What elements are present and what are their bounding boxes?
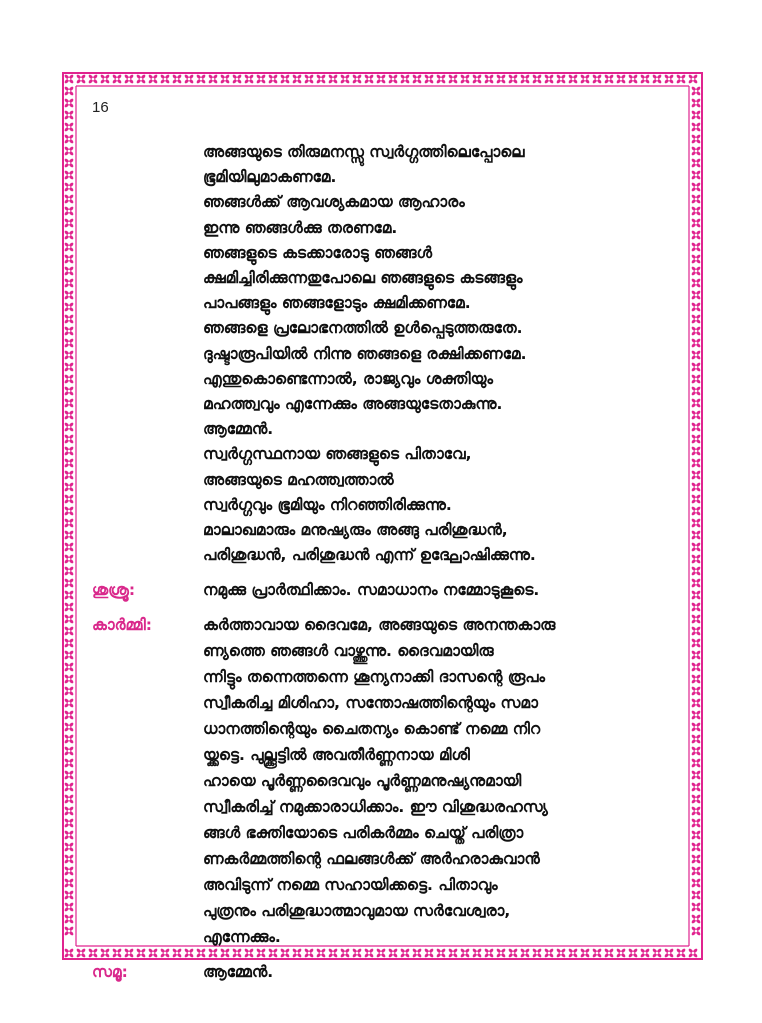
speech-line: യ്ക്കട്ടെ. പുല്ക്കൂട്ടിൽ അവതീർണ്ണനായ മിശി [203, 746, 470, 765]
flower-motif [691, 230, 701, 240]
flower-motif [691, 194, 701, 204]
flower-motif [64, 614, 74, 624]
flower-motif [691, 914, 701, 924]
flower-motif [64, 590, 74, 600]
flower-motif [64, 734, 74, 744]
flower-motif [604, 74, 614, 84]
flower-motif [64, 782, 74, 792]
flower-motif [196, 74, 206, 84]
prayer-line: സ്വർഗ്ഗവും ഭൂമിയും നിറഞ്ഞിരിക്കുന്നു. [203, 495, 452, 514]
page-number: 16 [92, 99, 109, 116]
speech-line: ധാനത്തിന്റെയും ചൈതന്യം കൊണ്ട് നമ്മെ നിറ [203, 720, 541, 739]
flower-motif [691, 122, 701, 132]
flower-motif [64, 494, 74, 504]
flower-motif [691, 518, 701, 528]
flower-motif [691, 890, 701, 900]
flower-motif [691, 722, 701, 732]
flower-motif [64, 806, 74, 816]
prayer-line: ഇന്നു ഞങ്ങൾക്കു തരണമേ. [203, 218, 398, 237]
speech-line: ഹായെ പൂർണ്ണദൈവവും പൂർണ്ണമനുഷ്യനുമായി [203, 772, 522, 791]
prayer-line: മഹത്ത്വവും എന്നേക്കും അങ്ങയുടേതാകുന്നു. [203, 395, 503, 414]
flower-motif [64, 410, 74, 420]
flower-motif [232, 74, 242, 84]
flower-motif [691, 458, 701, 468]
flower-motif [280, 74, 290, 84]
flower-motif [64, 446, 74, 456]
flower-motif [64, 194, 74, 204]
flower-motif [64, 794, 74, 804]
flower-motif [691, 674, 701, 684]
speech-line: അവിടുന്ന് നമ്മെ സഹായിക്കട്ടെ. പിതാവും [203, 876, 498, 895]
dialogue-deacon [92, 577, 682, 603]
flower-motif [64, 482, 74, 492]
flower-motif [691, 614, 701, 624]
flower-motif [691, 686, 701, 696]
flower-motif [376, 74, 386, 84]
flower-motif [208, 74, 218, 84]
speech-text [203, 577, 682, 603]
flower-motif [496, 74, 506, 84]
flower-motif [64, 650, 74, 660]
flower-motif [691, 110, 701, 120]
flower-motif [691, 446, 701, 456]
flower-motif [691, 662, 701, 672]
flower-motif [64, 86, 74, 96]
prayer-line: പരിശുദ്ധൻ, പരിശുദ്ധൻ എന്ന് ഉദ്ഘോഷിക്കുന്നു. [203, 546, 536, 565]
flower-motif [412, 74, 422, 84]
flower-motif [691, 290, 701, 300]
flower-motif [652, 74, 662, 84]
speech-line: പുത്രനും പരിശുദ്ധാത്മാവുമായ സർവേശ്വരാ, [203, 902, 511, 921]
flower-motif [76, 948, 86, 958]
flower-motif [316, 74, 326, 84]
speech-text [203, 612, 682, 950]
flower-motif [691, 338, 701, 348]
flower-motif [691, 782, 701, 792]
speech-line: എന്നേക്കും. [203, 928, 281, 947]
flower-motif [64, 326, 74, 336]
flower-motif [691, 758, 701, 768]
flower-motif [64, 842, 74, 852]
flower-motif [691, 482, 701, 492]
flower-motif [64, 98, 74, 108]
flower-motif [64, 818, 74, 828]
flower-motif [691, 842, 701, 852]
flower-motif [691, 182, 701, 192]
speech-line: ണകർമ്മത്തിന്റെ ഫലങ്ങൾക്ക് അർഹരാകുവാൻ [203, 850, 540, 869]
flower-motif [64, 890, 74, 900]
flower-motif [268, 74, 278, 84]
flower-motif [691, 158, 701, 168]
flower-motif [64, 362, 74, 372]
flower-motif [691, 818, 701, 828]
flower-motif [688, 948, 698, 958]
flower-motif [484, 74, 494, 84]
speech-line: സ്വീകരിച്ച് നമുക്കാരാധിക്കാം. ഈ വിശുദ്ധരഹസ്യ [203, 798, 548, 817]
flower-motif [691, 326, 701, 336]
speech-line: ന്നിട്ടും തന്നെത്തന്നെ ശൂന്യനാക്കി ദാസന്റെ രൂപം [203, 668, 546, 687]
flower-motif [184, 74, 194, 84]
flower-motif [691, 878, 701, 888]
prayer-line: ക്ഷമിച്ചിരിക്കുന്നതുപോലെ ഞങ്ങളുടെ കടങ്ങളും [203, 269, 523, 288]
flower-motif [691, 374, 701, 384]
flower-motif [64, 746, 74, 756]
prayer-line: ദുഷ്ടാരൂപിയിൽ നിന്നു ഞങ്ങളെ രക്ഷിക്കണമേ. [203, 344, 527, 363]
flower-motif [400, 74, 410, 84]
flower-motif [556, 74, 566, 84]
flower-motif [691, 494, 701, 504]
flower-motif [64, 458, 74, 468]
flower-motif [64, 698, 74, 708]
flower-motif [691, 86, 701, 96]
flower-motif [64, 710, 74, 720]
flower-motif [691, 578, 701, 588]
flower-motif [64, 110, 74, 120]
speech-line: ങ്ങൾ ഭക്തിയോടെ പരികർമ്മം ചെയ്ത് പരിത്രാ [203, 824, 524, 843]
flower-motif [64, 350, 74, 360]
flower-motif [448, 74, 458, 84]
flower-motif [64, 578, 74, 588]
flower-motif [688, 74, 698, 84]
speaker-label: സമൂ: [92, 963, 128, 982]
prayer-line: അങ്ങയുടെ മഹത്ത്വത്താൽ [203, 470, 394, 489]
flower-motif [64, 290, 74, 300]
flower-motif [64, 914, 74, 924]
flower-motif [340, 74, 350, 84]
flower-motif [64, 170, 74, 180]
flower-motif [691, 830, 701, 840]
flower-motif [64, 758, 74, 768]
speech-line: നമുക്കു പ്രാർത്ഥിക്കാം. സമാധാനം നമ്മോടുകൂടെ. [203, 581, 540, 600]
flower-motif [691, 266, 701, 276]
flower-motif [691, 746, 701, 756]
speech-line: ആമ്മേൻ. [203, 963, 274, 982]
flower-motif [520, 74, 530, 84]
dialogue-celebrant [92, 612, 682, 950]
flower-motif [691, 350, 701, 360]
flower-motif [172, 74, 182, 84]
prayer-line: ഭൂമിയിലുമാകണമേ. [203, 168, 337, 187]
flower-motif [691, 554, 701, 564]
flower-motif [64, 566, 74, 576]
flower-motif [64, 218, 74, 228]
flower-motif [544, 74, 554, 84]
flower-motif [691, 626, 701, 636]
speech-text [203, 959, 682, 985]
flower-motif [64, 686, 74, 696]
flower-motif [691, 902, 701, 912]
flower-motif [616, 74, 626, 84]
flower-motif [124, 74, 134, 84]
flower-motif [691, 698, 701, 708]
flower-motif [136, 74, 146, 84]
flower-motif [76, 74, 86, 84]
flower-motif [691, 410, 701, 420]
flower-motif [64, 518, 74, 528]
flower-motif [256, 74, 266, 84]
flower-motif [304, 74, 314, 84]
flower-motif [691, 422, 701, 432]
flower-motif [64, 314, 74, 324]
flower-motif [64, 626, 74, 636]
flower-motif [352, 74, 362, 84]
flower-motif [691, 854, 701, 864]
flower-motif [691, 218, 701, 228]
flower-motif [64, 674, 74, 684]
prayer-line: മാലാഖമാരും മനുഷ്യരും അങ്ങു പരിശുദ്ധൻ, [203, 521, 508, 540]
flower-motif [64, 902, 74, 912]
prayer-line: അങ്ങയുടെ തിരുമനസ്സു സ്വർഗ്ഗത്തിലെപ്പോലെ [203, 143, 525, 161]
flower-motif [532, 74, 542, 84]
flower-motif [691, 206, 701, 216]
flower-motif [691, 254, 701, 264]
flower-motif [691, 806, 701, 816]
flower-motif [691, 146, 701, 156]
flower-motif [691, 302, 701, 312]
flower-motif [691, 590, 701, 600]
flower-motif [148, 74, 158, 84]
flower-motif [691, 278, 701, 288]
flower-motif [691, 650, 701, 660]
flower-motif [64, 206, 74, 216]
flower-motif [424, 74, 434, 84]
flower-motif [64, 854, 74, 864]
flower-motif [88, 74, 98, 84]
page-content [92, 140, 682, 985]
flower-motif [64, 542, 74, 552]
flower-motif [436, 74, 446, 84]
flower-motif [64, 134, 74, 144]
flower-motif [64, 554, 74, 564]
flower-motif [628, 74, 638, 84]
speaker-label: ശുശ്രൂ: [92, 581, 136, 600]
speech-line: കർത്താവായ ദൈവമേ, അങ്ങയുടെ അനന്തകാരു [203, 616, 556, 635]
flower-motif [460, 74, 470, 84]
flower-motif [64, 770, 74, 780]
flower-motif [691, 566, 701, 576]
flower-motif [64, 662, 74, 672]
flower-motif [691, 506, 701, 516]
flower-motif [64, 338, 74, 348]
flower-motif [64, 230, 74, 240]
flower-motif [160, 74, 170, 84]
flower-motif [691, 362, 701, 372]
flower-motif [64, 386, 74, 396]
flower-motif [64, 470, 74, 480]
flower-motif [691, 638, 701, 648]
prayer-line: ഞങ്ങളുടെ കടക്കാരോടു ഞങ്ങൾ [203, 243, 433, 262]
flower-motif [691, 542, 701, 552]
prayer-block [203, 140, 682, 568]
flower-motif [691, 398, 701, 408]
flower-motif [691, 866, 701, 876]
prayer-line: പാപങ്ങളും ഞങ്ങളോടും ക്ഷമിക്കണമേ. [203, 294, 471, 313]
flower-motif [364, 74, 374, 84]
flower-motif [691, 242, 701, 252]
flower-motif [568, 74, 578, 84]
flower-motif [64, 638, 74, 648]
flower-motif [691, 134, 701, 144]
flower-motif [691, 926, 701, 936]
flower-motif [676, 74, 686, 84]
flower-motif [64, 254, 74, 264]
flower-motif [691, 770, 701, 780]
flower-motif [64, 948, 74, 958]
flower-motif [691, 710, 701, 720]
flower-motif [691, 98, 701, 108]
flower-motif [220, 74, 230, 84]
speech-line: സ്വീകരിച്ച മിശിഹാ, സന്തോഷത്തിന്റെയും സമാ [203, 694, 538, 713]
flower-motif [292, 74, 302, 84]
flower-motif [691, 602, 701, 612]
flower-motif [64, 878, 74, 888]
flower-motif [64, 506, 74, 516]
prayer-line: ആമ്മേൻ. [203, 420, 274, 439]
flower-motif [64, 722, 74, 732]
flower-motif [508, 74, 518, 84]
flower-motif [664, 74, 674, 84]
prayer-line: സ്വർഗ്ഗസ്ഥനായ ഞങ്ങളുടെ പിതാവേ, [203, 445, 472, 464]
flower-motif [691, 314, 701, 324]
flower-motif [64, 266, 74, 276]
flower-motif [328, 74, 338, 84]
flower-motif [64, 182, 74, 192]
flower-motif [64, 422, 74, 432]
flower-motif [64, 242, 74, 252]
prayer-line: ഞങ്ങൾക്ക് ആവശ്യകമായ ആഹാരം [203, 193, 465, 212]
flower-motif [64, 278, 74, 288]
flower-motif [640, 74, 650, 84]
flower-motif [64, 398, 74, 408]
flower-motif [691, 170, 701, 180]
flower-motif [691, 434, 701, 444]
flower-motif [112, 74, 122, 84]
flower-motif [592, 74, 602, 84]
flower-motif [64, 830, 74, 840]
flower-motif [64, 434, 74, 444]
prayer-line: ഞങ്ങളെ പ്രലോഭനത്തിൽ ഉൾപ്പെടുത്തരുതേ. [203, 319, 523, 338]
flower-motif [691, 530, 701, 540]
speech-line: ണ്യത്തെ ഞങ്ങൾ വാഴ്ത്തുന്നു. ദൈവമായിരു [203, 642, 494, 661]
flower-motif [691, 794, 701, 804]
flower-motif [691, 386, 701, 396]
dialogue-congregation [92, 959, 682, 985]
flower-motif [64, 602, 74, 612]
flower-motif [472, 74, 482, 84]
flower-motif [64, 146, 74, 156]
flower-motif [100, 74, 110, 84]
flower-motif [580, 74, 590, 84]
flower-motif [691, 734, 701, 744]
flower-motif [64, 926, 74, 936]
flower-motif [64, 122, 74, 132]
flower-motif [64, 866, 74, 876]
flower-motif [64, 74, 74, 84]
flower-motif [388, 74, 398, 84]
flower-motif [64, 374, 74, 384]
flower-motif [691, 470, 701, 480]
flower-motif [64, 530, 74, 540]
flower-motif [244, 74, 254, 84]
prayer-line: എന്തുകൊണ്ടെന്നാൽ, രാജ്യവും ശക്തിയും [203, 369, 493, 388]
flower-motif [64, 302, 74, 312]
flower-motif [64, 158, 74, 168]
speaker-label: കാർമ്മി: [92, 616, 152, 635]
